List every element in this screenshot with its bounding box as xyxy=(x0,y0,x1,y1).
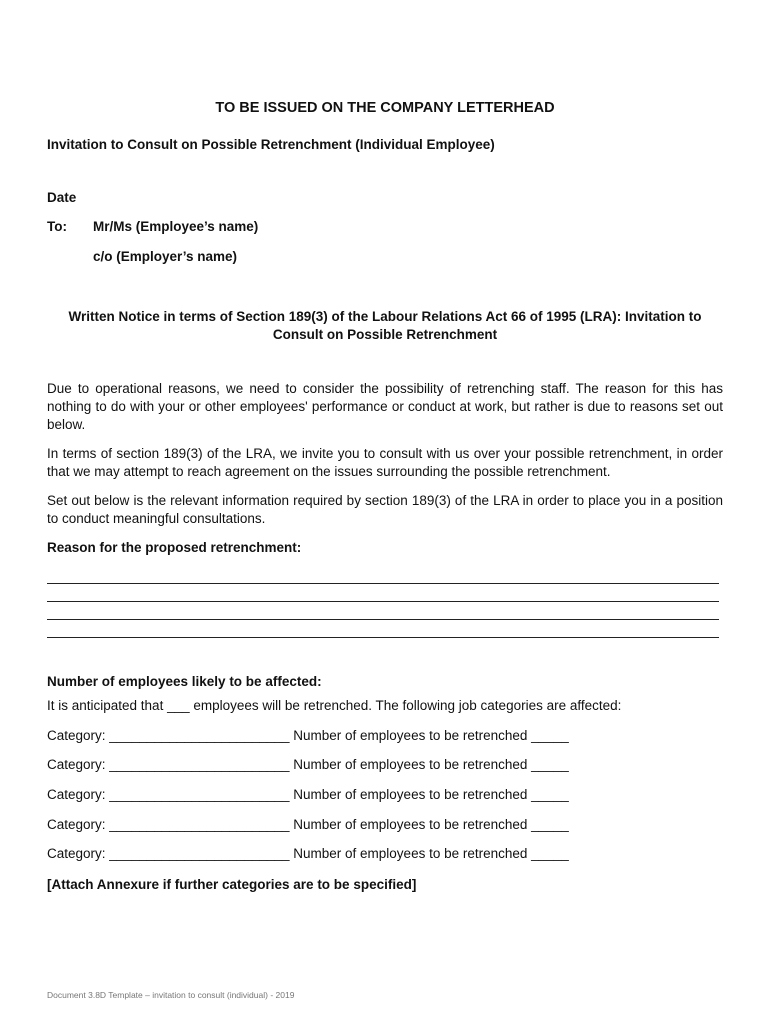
number-label: Number of employees to be retrenched xyxy=(293,787,528,802)
number-blank: _____ xyxy=(531,817,569,832)
anticipated-text-after: employees will be retrenched. The following job categories are affected: xyxy=(193,698,622,713)
category-row xyxy=(47,728,569,743)
category-label: Category: xyxy=(47,728,106,743)
category-blank: ________________________ xyxy=(109,728,290,743)
category-row xyxy=(47,846,569,861)
category-row xyxy=(47,757,569,772)
number-blank: _____ xyxy=(531,757,569,772)
attach-annexure-note: [Attach Annexure if further categories are to be specified] xyxy=(47,877,417,892)
category-label: Category: xyxy=(47,787,106,802)
number-blank: _____ xyxy=(531,728,569,743)
category-blank: ________________________ xyxy=(109,846,290,861)
category-blank: ________________________ xyxy=(109,757,290,772)
paragraph-information: Set out below is the relevant information required by section 189(3) of the LRA in order to place you in a position to conduct meaningful consultations. xyxy=(47,493,723,526)
anticipated-count-blank: ___ xyxy=(167,698,190,713)
category-row xyxy=(47,817,569,832)
notice-title: Written Notice in terms of Section 189(3) of the Labour Relations Act 66 of 1995 (LRA): Invitation to Consult on Possible Retrenchment xyxy=(68,309,702,342)
paragraph-invitation: In terms of section 189(3) of the LRA, we invite you to consult with us over your possible retrenchment, in order that we may attempt to reach agreement on the issues surrounding the possible retrenchment. xyxy=(47,446,723,479)
to-label: To: xyxy=(47,219,67,234)
employer-name-placeholder: c/o (Employer’s name) xyxy=(93,249,238,264)
anticipated-sentence xyxy=(47,698,621,713)
number-blank: _____ xyxy=(531,787,569,802)
anticipated-text-before: It is anticipated that xyxy=(47,698,164,713)
reason-blank-line xyxy=(47,583,719,584)
number-label: Number of employees to be retrenched xyxy=(293,757,528,772)
number-label: Number of employees to be retrenched xyxy=(293,846,528,861)
category-blank: ________________________ xyxy=(109,817,290,832)
category-label: Category: xyxy=(47,817,106,832)
category-blank: ________________________ xyxy=(109,787,290,802)
category-label: Category: xyxy=(47,757,106,772)
number-blank: _____ xyxy=(531,846,569,861)
reason-heading: Reason for the proposed retrenchment: xyxy=(47,540,302,555)
employee-name-placeholder: Mr/Ms (Employee’s name) xyxy=(93,219,259,234)
reason-blank-line xyxy=(47,637,719,638)
category-row xyxy=(47,787,569,802)
date-label: Date xyxy=(47,190,77,205)
document-footer: Document 3.8D Template – invitation to consult (individual) - 2019 xyxy=(47,990,295,1000)
number-label: Number of employees to be retrenched xyxy=(293,728,528,743)
number-label: Number of employees to be retrenched xyxy=(293,817,528,832)
letterhead-heading: TO BE ISSUED ON THE COMPANY LETTERHEAD xyxy=(215,100,555,116)
reason-blank-line xyxy=(47,601,719,602)
reason-blank-line xyxy=(47,619,719,620)
number-affected-heading: Number of employees likely to be affected: xyxy=(47,674,322,689)
paragraph-operational-reasons: Due to operational reasons, we need to consider the possibility of retrenching staff. The reason for this has nothing to do with your or other employees' performance or conduct at work, but rather is due to reasons set out below. xyxy=(47,381,723,432)
document-subtitle: Invitation to Consult on Possible Retrenchment (Individual Employee) xyxy=(47,137,495,152)
category-label: Category: xyxy=(47,846,106,861)
